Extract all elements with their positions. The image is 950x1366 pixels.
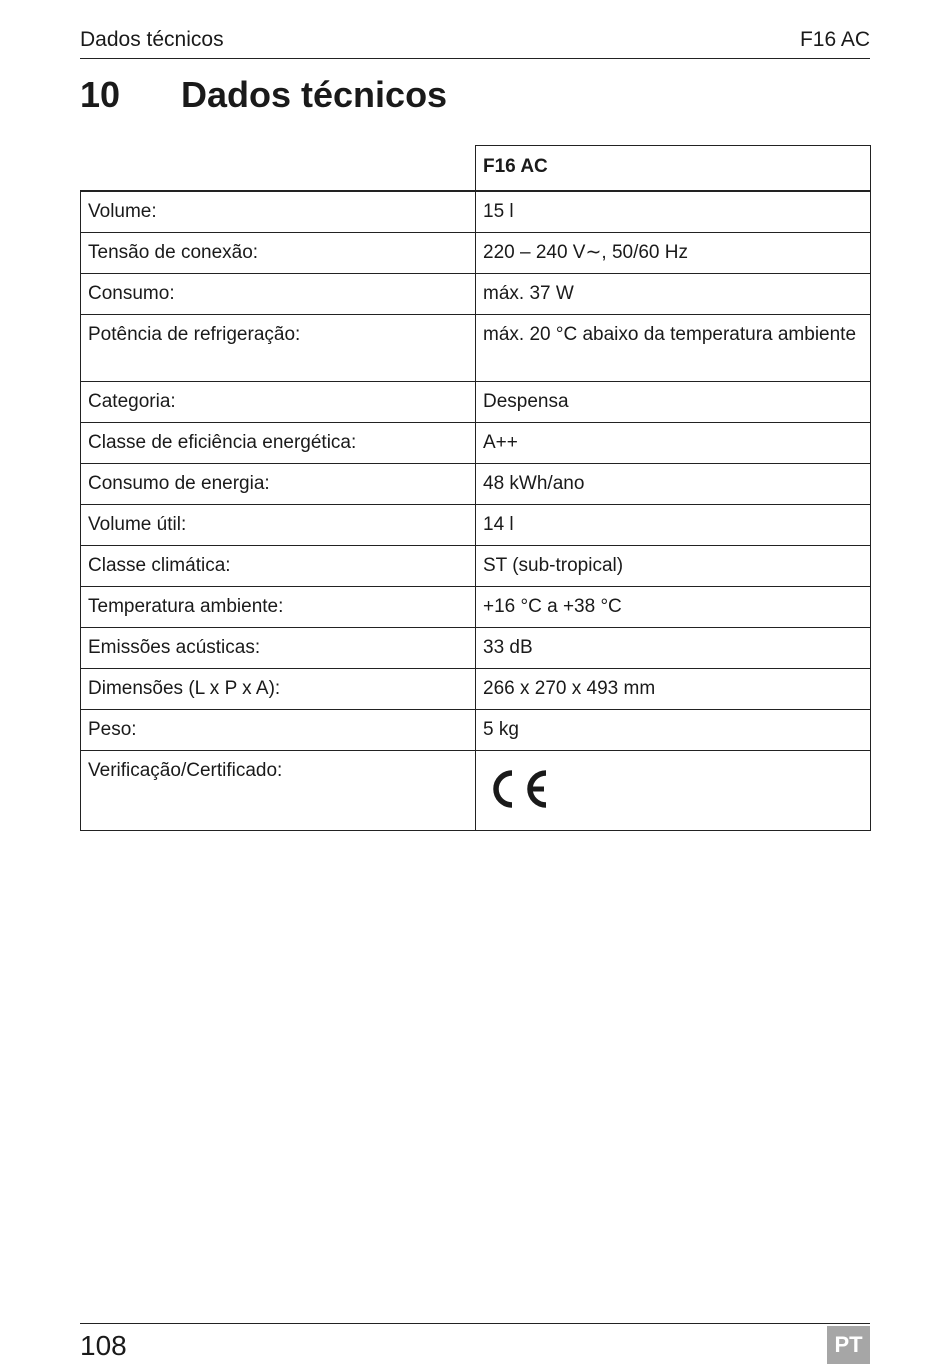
table-column-header: F16 AC <box>476 146 871 192</box>
spec-label: Consumo de energia: <box>81 464 476 505</box>
spec-label: Categoria: <box>81 382 476 423</box>
spec-value: 266 x 270 x 493 mm <box>476 669 871 710</box>
table-row <box>81 423 871 464</box>
header-model-name: F16 AC <box>799 28 870 51</box>
language-badge: PT <box>827 1326 870 1364</box>
spec-label: Verificação/Certificado: <box>81 751 476 831</box>
spec-value: máx. 20 °C abaixo da temperatura ambiente <box>476 315 871 382</box>
table-row <box>81 233 871 274</box>
header-section-title: Dados técnicos <box>80 28 224 51</box>
table-row <box>81 628 871 669</box>
table-row <box>81 274 871 315</box>
page-number: 108 <box>80 1330 127 1361</box>
spec-value: 14 l <box>476 505 871 546</box>
table-header-empty-cell <box>81 146 476 192</box>
spec-value <box>476 751 871 831</box>
technical-data-table <box>80 145 871 831</box>
spec-label: Tensão de conexão: <box>81 233 476 274</box>
chapter-number: 10 <box>80 74 121 115</box>
table-row <box>81 546 871 587</box>
spec-value: 48 kWh/ano <box>476 464 871 505</box>
table-row <box>81 710 871 751</box>
spec-value: Despensa <box>476 382 871 423</box>
spec-label: Consumo: <box>81 274 476 315</box>
spec-label: Emissões acústicas: <box>81 628 476 669</box>
spec-value: 220 – 240 V∼, 50/60 Hz <box>476 233 871 274</box>
spec-label: Classe de eficiência energética: <box>81 423 476 464</box>
table-header-row <box>81 146 871 192</box>
spec-label: Temperatura ambiente: <box>81 587 476 628</box>
table-row <box>81 315 871 382</box>
spec-label: Volume: <box>81 191 476 233</box>
spec-value: ST (sub-tropical) <box>476 546 871 587</box>
table-row <box>81 669 871 710</box>
table-row <box>81 587 871 628</box>
spec-value: 33 dB <box>476 628 871 669</box>
spec-label: Dimensões (L x P x A): <box>81 669 476 710</box>
table-row <box>81 382 871 423</box>
table-row <box>81 751 871 831</box>
table-row <box>81 191 871 233</box>
chapter-title: Dados técnicos <box>181 74 448 115</box>
spec-label: Classe climática: <box>81 546 476 587</box>
spec-value: +16 °C a +38 °C <box>476 587 871 628</box>
page-header <box>80 26 870 59</box>
ce-mark-icon <box>486 768 550 818</box>
page-footer <box>80 1323 870 1366</box>
spec-label: Volume útil: <box>81 505 476 546</box>
spec-value: 15 l <box>476 191 871 233</box>
spec-label: Peso: <box>81 710 476 751</box>
spec-value: máx. 37 W <box>476 274 871 315</box>
table-row <box>81 505 871 546</box>
table-row <box>81 464 871 505</box>
spec-label: Potência de refrigeração: <box>81 315 476 382</box>
spec-value: 5 kg <box>476 710 871 751</box>
spec-value: A++ <box>476 423 871 464</box>
